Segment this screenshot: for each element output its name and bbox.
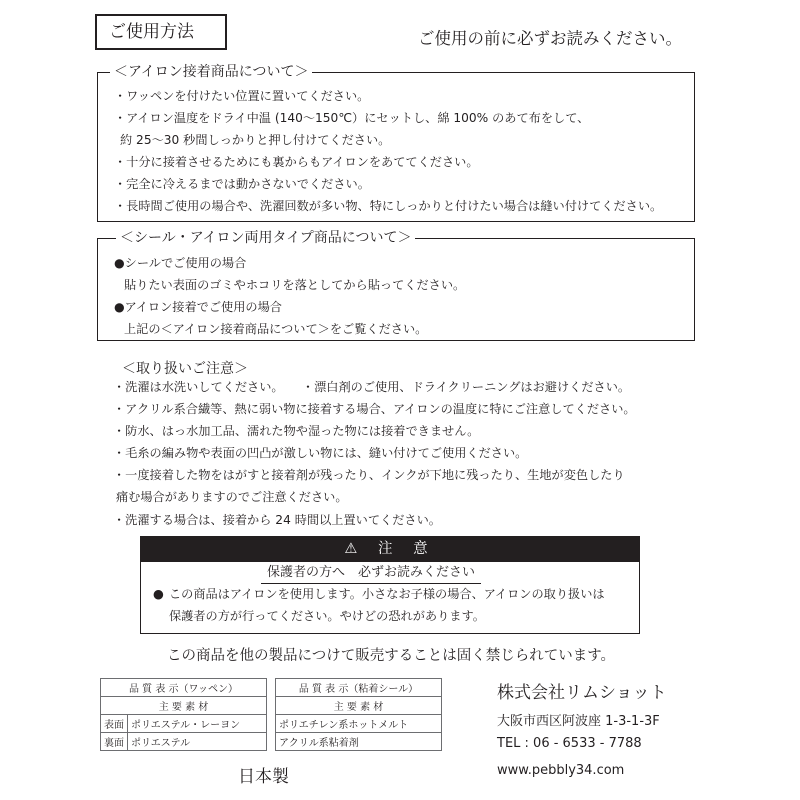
iron-on-line: ・完全に冷えるまでは動かさないでください。 xyxy=(114,177,370,191)
iron-on-line: ・ワッペンを付けたい位置に置いてください。 xyxy=(114,89,370,103)
table-row xyxy=(101,715,267,733)
company-name: 株式会社リムショット xyxy=(497,683,667,703)
table-row xyxy=(101,733,267,751)
iron-on-line: ・十分に接着させるためにも裏からもアイロンをあててください。 xyxy=(114,155,479,169)
quality-table-patch xyxy=(100,678,267,751)
caution-header: ⚠ 注 意 xyxy=(140,536,640,562)
sticker-line: 上記の＜アイロン接着商品について＞をご覧ください。 xyxy=(124,322,428,336)
row-label: 裏面 xyxy=(101,733,128,751)
caution-text: この商品はアイロンを使用します。小さなお子様の場合、アイロンの取り扱いは xyxy=(169,587,605,601)
sticker-line: ●アイロン接着でご使用の場合 xyxy=(114,300,282,314)
row-label: 表面 xyxy=(101,715,128,733)
company-url[interactable]: www.pebbly34.com xyxy=(497,763,625,778)
sticker-line: 貼りたい表面のゴミやホコリを落としてから貼ってください。 xyxy=(124,278,466,292)
sticker-line: ●シールでご使用の場合 xyxy=(114,256,247,270)
table-row xyxy=(276,733,442,751)
company-tel: TEL : 06 - 6533 - 7788 xyxy=(497,736,642,751)
read-before-notice: ご使用の前に必ずお読みください。 xyxy=(418,29,682,48)
caution-box xyxy=(140,562,640,634)
iron-on-line: 約 25～30 秒間しっかりと押し付けてください。 xyxy=(120,133,391,147)
table-row xyxy=(276,715,442,733)
handling-line: ・毛糸の編み物や表面の凹凸が激しい物には、縫い付けてご使用ください。 xyxy=(113,446,528,460)
row-value: ポリエステル・レーヨン xyxy=(128,715,267,733)
quality-table-subheader: 主 要 素 材 xyxy=(101,697,267,715)
quality-table-sticker xyxy=(275,678,442,751)
row-value: アクリル系粘着剤 xyxy=(276,733,442,751)
handling-title: ＜取り扱いご注意＞ xyxy=(122,361,248,377)
sticker-section-title: ＜シール・アイロン両用タイプ商品について＞ xyxy=(116,229,415,247)
caution-bullet: ● xyxy=(153,586,164,601)
page-title: ご使用方法 xyxy=(95,14,227,50)
handling-line: ・一度接着した物をはがすと接着剤が残ったり、インクが下地に残ったり、生地が変色したり xyxy=(113,468,625,482)
made-in-japan: 日本製 xyxy=(238,767,289,787)
handling-line: ・防水、はっ水加工品、濡れた物や湿った物には接着できません。 xyxy=(113,424,480,438)
company-address: 大阪市西区阿波座 1-3-1-3F xyxy=(497,714,660,729)
iron-on-line: ・長時間ご使用の場合や、洗濯回数が多い物、特にしっかりと付けたい場合は縫い付けてください。 xyxy=(114,199,663,213)
quality-table-subheader: 主 要 素 材 xyxy=(276,697,442,715)
row-value: ポリエチレン系ホットメルト xyxy=(276,715,442,733)
handling-line: ・洗濯する場合は、接着から 24 時間以上置いてください。 xyxy=(113,513,441,527)
iron-on-section-title: ＜アイロン接着商品について＞ xyxy=(110,63,312,81)
quality-table-title: 品 質 表 示（粘着シール） xyxy=(276,679,442,697)
iron-on-line: ・アイロン温度をドライ中温 (140～150℃）にセットし、綿 100% のあて布をして、 xyxy=(114,111,590,125)
handling-line: ・アクリル系合繊等、熱に弱い物に接着する場合、アイロンの温度に特にご注意してください。 xyxy=(113,402,636,416)
handling-line: 痛む場合がありますのでご注意ください。 xyxy=(116,490,348,504)
resale-notice: この商品を他の製品につけて販売することは固く禁じられています。 xyxy=(167,648,616,664)
handling-line: ・洗濯は水洗いしてください。 ・漂白剤のご使用、ドライクリーニングはお避けください。 xyxy=(113,380,631,394)
caution-subtitle: 保護者の方へ 必ずお読みください xyxy=(261,564,481,584)
row-value: ポリエステル xyxy=(128,733,267,751)
caution-text: 保護者の方が行ってください。やけどの恐れがあります。 xyxy=(169,609,485,623)
sticker-section xyxy=(97,230,695,341)
iron-on-section xyxy=(97,64,695,222)
quality-table-title: 品 質 表 示（ワッペン） xyxy=(101,679,267,697)
